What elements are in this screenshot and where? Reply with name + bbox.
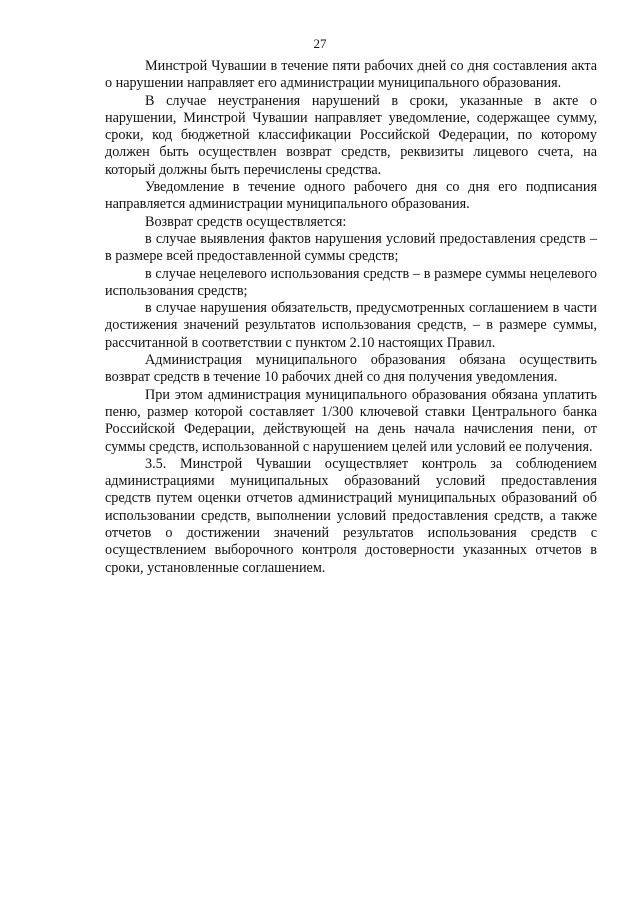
paragraph-penalty: При этом администрация муниципального образования обязана уплатить пеню, размер которой составляет 1/300 ключевой ставки Центрального банка Российской Федерации, действующей на день начала начисления пени, от суммы средств, использованной с нарушением целей или условий ее получения. [105,386,597,455]
paragraph-violation-notification: В случае неустранения нарушений в сроки, указанные в акте о нарушении, Минстрой Чувашии направляет уведомление, содержащее сумму, сроки, код бюджетной классификации Российской Федерации, по которому должен быть осуществлен возврат средств, реквизиты лицевого счета, на который должны быть перечислены средства. [105,92,597,178]
paragraph-refund-case-conditions: в случае выявления фактов нарушения условий предоставления средств – в размере всей предоставленной суммы средств; [105,230,597,265]
paragraph-refund-intro: Возврат средств осуществляется: [145,213,347,230]
document-body [105,58,597,577]
paragraph-refund-case-obligations: в случае нарушения обязательств, предусмотренных соглашением в части достижения значений результатов использования средств, – в размере суммы, рассчитанной в соответствии с пунктом 2.10 настоящих Правил. [105,300,597,351]
page-number: 27 [313,36,327,51]
paragraph-control-3-5: 3.5. Минстрой Чувашии осуществляет контроль за соблюдением администрациями муниципальных образований условий предоставления средств путем оценки отчетов администраций муниципальных образований об использовании средств, выполнении условий предоставления средств, а также отчетов о достижении значений результатов использования средств с осуществлением выборочного контроля достоверности указанных отчетов в сроки, установленные соглашением. [105,455,597,576]
paragraph-act-notice: Минстрой Чувашии в течение пяти рабочих дней со дня составления акта о нарушении направляет его администрации муниципального образования. [105,58,597,92]
paragraph-notification-delivery: Уведомление в течение одного рабочего дня со дня его подписания направляется администрации муниципального образования. [105,179,597,213]
paragraph-refund-deadline: Администрация муниципального образования обязана осуществить возврат средств в течение 10 рабочих дней со дня получения уведомления. [105,352,597,386]
paragraph-refund-case-misuse: в случае нецелевого использования средств – в размере суммы нецелевого использования средств; [105,265,597,299]
